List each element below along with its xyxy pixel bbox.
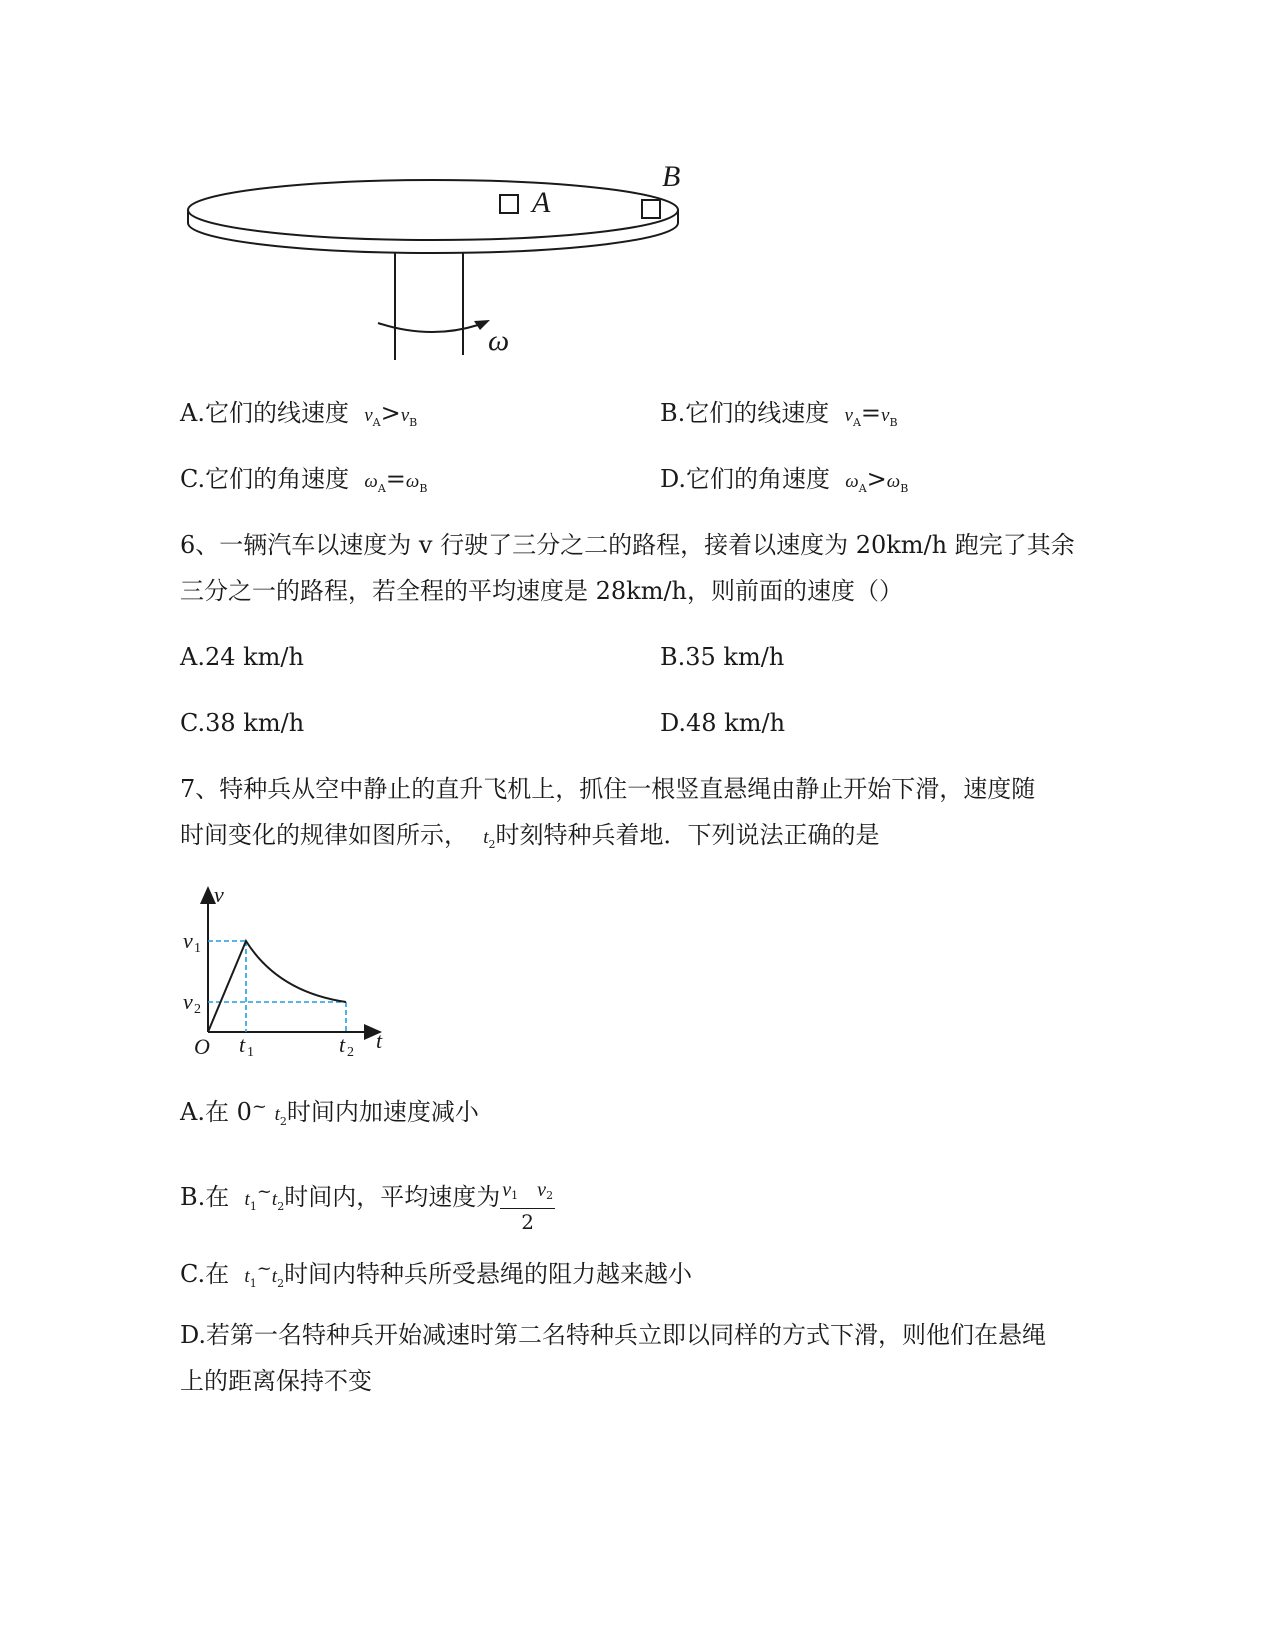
svg-text:2: 2 [347, 1045, 354, 1060]
label-a: A [532, 186, 551, 219]
svg-text:t: t [339, 1032, 346, 1057]
q7-option-d-line2: 上的距离保持不变 [180, 1367, 372, 1395]
q6-option-d: D.48 km/h [660, 709, 786, 737]
origin-label: O [194, 1034, 210, 1059]
vt-graph [178, 880, 398, 1060]
block-b [642, 200, 660, 218]
svg-text:v: v [183, 989, 193, 1014]
q5-option-d: D.它们的角速度 $\omega_A>\omega_B$ [660, 465, 909, 495]
svg-text:t: t [239, 1032, 246, 1057]
disk-bottom-rim [188, 223, 678, 253]
q7-option-a: A.在 0~ $t_2$时间内加速度减小 [180, 1096, 479, 1128]
q6-stem-line2: 三分之一的路程，若全程的平均速度是 28km/h，则前面的速度（） [180, 577, 904, 605]
q7-stem-line1: 7、特种兵从空中静止的直升飞机上，抓住一根竖直悬绳由静止开始下滑，速度随 [180, 775, 1036, 803]
q7-option-d-line1: D.若第一名特种兵开始减速时第二名特种兵立即以同样的方式下滑，则他们在悬绳 [180, 1321, 1047, 1349]
axis-t-label: t [376, 1028, 383, 1053]
q7-option-c: C.在 $t_1^\sim t_2$时间内特种兵所受悬绳的阻力越来越小 [180, 1258, 693, 1290]
block-a [500, 195, 518, 213]
disk-top [188, 180, 678, 240]
q5-option-c: C.它们的角速度 $\omega_A=\omega_B$ [180, 465, 428, 495]
svg-text:v: v [183, 928, 193, 953]
q5-option-b: B.它们的线速度 $v_A=v_B$ [660, 399, 898, 429]
v2-label [183, 989, 201, 1017]
average-velocity-fraction: $\frac{v_1 v_2}{2}$ [502, 1179, 554, 1234]
q5-option-a: A.它们的线速度 $v_A>v_B$ [180, 399, 418, 429]
q6-stem-line1: 6、一辆汽车以速度为 v 行驶了三分之二的路程，接着以速度为 20km/h 跑完了其余 [180, 531, 1075, 559]
v1-label [183, 928, 201, 956]
q7-option-b: B.在 $t_1^\sim t_2$时间内，平均速度为 $\frac{v_1 v_2}{2}$ [180, 1179, 554, 1234]
label-omega: ω [488, 324, 510, 357]
q7-stem-line2: 时间变化的规律如图所示， $t_2$时刻特种兵着地．下列说法正确的是 [180, 821, 880, 851]
svg-text:1: 1 [247, 1045, 254, 1060]
q6-option-a: A.24 km/h [180, 643, 304, 671]
t2-label [339, 1032, 354, 1060]
svg-text:2: 2 [194, 1002, 201, 1017]
q6-option-b: B.35 km/h [660, 643, 785, 671]
t1-label [239, 1032, 254, 1060]
q6-option-c: C.38 km/h [180, 709, 305, 737]
axis-v-label: v [214, 882, 224, 907]
svg-text:1: 1 [194, 941, 201, 956]
velocity-curve [208, 941, 346, 1032]
label-b: B [662, 160, 681, 193]
disk-figure [180, 160, 720, 370]
